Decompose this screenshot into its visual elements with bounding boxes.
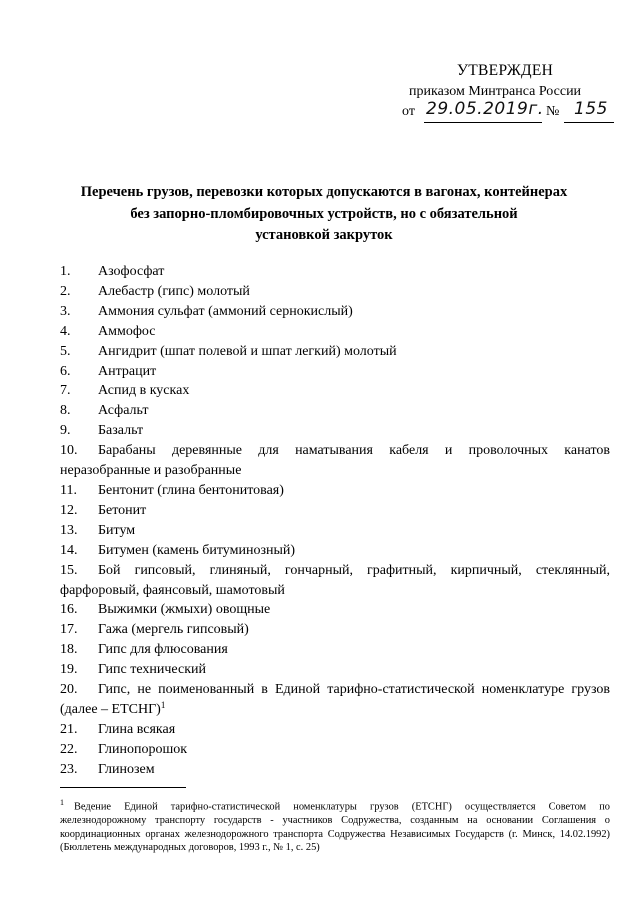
footnote-reference: 1 [160, 699, 166, 710]
item-number: 12. [60, 502, 78, 518]
list-item [60, 640, 610, 660]
document-heading [60, 182, 588, 247]
item-number: 11. [60, 482, 77, 498]
item-text: Барабаны деревянные для наматывания кабеля и проволочных канатов неразобранные и разобранные [60, 443, 610, 479]
footnote-separator [60, 787, 186, 788]
list-item [60, 282, 610, 302]
list-item [60, 720, 610, 740]
item-number: 14. [60, 542, 78, 558]
list-item [60, 342, 610, 362]
item-text: Гипс технический [98, 662, 206, 678]
item-number: 22. [60, 741, 78, 757]
list-item [60, 521, 610, 541]
footnote-mark: 1 [60, 798, 64, 807]
item-number: 15. [60, 562, 78, 578]
item-text: Битум [98, 522, 136, 538]
item-number: 6. [60, 363, 71, 379]
list-item [60, 620, 610, 640]
item-text: Антрацит [98, 363, 157, 379]
item-number: 5. [60, 343, 71, 359]
item-number: 17. [60, 622, 78, 638]
item-text: Глинозем [98, 761, 155, 777]
order-date-line [402, 99, 632, 125]
item-text: Алебастр (гипс) молотый [98, 283, 250, 299]
item-text: Битумен (камень битуминозный) [98, 542, 296, 558]
item-number: 13. [60, 522, 78, 538]
list-item [60, 660, 610, 680]
item-number: 21. [60, 721, 78, 737]
item-text: Глина всякая [98, 721, 176, 737]
footnote [60, 796, 610, 855]
item-text: Гипс, не поименованный в Единой тарифно-статистической номенклатуре грузов (далее – ЕТСНГ) [60, 682, 610, 717]
number-underline [564, 122, 614, 123]
list-item [60, 322, 610, 342]
item-text: Ангидрит (шпат полевой и шпат легкий) молотый [98, 343, 397, 359]
list-item [60, 481, 610, 501]
item-text: Бентонит (глина бентонитовая) [98, 482, 284, 498]
list-item [60, 302, 610, 322]
list-item [60, 262, 610, 282]
item-number: 8. [60, 403, 71, 419]
item-number: 3. [60, 303, 71, 319]
list-item [60, 381, 610, 401]
order-reference: приказом Минтранса России [409, 84, 582, 99]
list-item [60, 680, 610, 720]
list-item [60, 441, 610, 481]
item-text: Глинопорошок [98, 741, 188, 757]
footnote-text: Ведение Единой тарифно-статистической номенклатуры грузов (ЕТСНГ) осуществляется Советом по железнодорожному транспорту государств - участников Содружества, созданным на основании Соглашения о координационных органах железнодорожного транспорта Содружества Независимых Государств (г. Минск, 14.02.1992) (Бюллетень международных договоров, 1993 г., № 1, с. 25) [60, 801, 610, 854]
item-text: Выжимки (жмыхи) овощные [98, 602, 271, 618]
item-number: 1. [60, 264, 71, 279]
item-text: Бой гипсовый, глиняный, гончарный, графитный, кирпичный, стеклянный, фарфоровый, фаянсовый, шамотовый [60, 562, 610, 598]
item-number: 23. [60, 761, 78, 777]
item-text: Асфальт [98, 403, 149, 419]
number-prefix: № [546, 104, 560, 119]
list-item [60, 401, 610, 421]
item-text: Азофосфат [98, 264, 165, 279]
handwritten-number: 155 [574, 99, 608, 119]
item-number: 4. [60, 323, 71, 339]
date-prefix: от [402, 104, 415, 119]
handwritten-date: 29.05.2019г. [426, 99, 544, 119]
list-item [60, 501, 610, 521]
cargo-list [60, 262, 610, 780]
heading-line: установкой закруток [255, 227, 393, 243]
item-number: 9. [60, 423, 71, 439]
item-number: 2. [60, 283, 71, 299]
item-number: 20. [60, 682, 78, 698]
item-text: Аммония сульфат (аммоний сернокислый) [98, 303, 353, 319]
list-item [60, 561, 610, 601]
list-item [60, 760, 610, 780]
list-item [60, 362, 610, 382]
item-number: 19. [60, 662, 78, 678]
item-number: 16. [60, 602, 78, 618]
list-item [60, 600, 610, 620]
date-underline [424, 122, 542, 123]
approved-title: УТВЕРЖДЕН [457, 62, 554, 79]
item-text: Базальт [98, 423, 144, 439]
item-text: Бетонит [98, 502, 147, 518]
item-text: Аспид в кусках [98, 383, 190, 399]
heading-line: без запорно-пломбировочных устройств, но с обязательной [130, 205, 518, 222]
item-number: 10. [60, 443, 78, 459]
heading-line: Перечень грузов, перевозки которых допускаются в вагонах, контейнерах [80, 184, 568, 200]
item-number: 18. [60, 642, 78, 658]
list-item [60, 541, 610, 561]
item-number: 7. [60, 383, 71, 399]
item-text: Аммофос [98, 323, 156, 339]
approval-stamp [0, 0, 640, 130]
item-text: Гажа (мергель гипсовый) [98, 622, 249, 638]
list-item [60, 421, 610, 441]
list-item [60, 740, 610, 760]
item-text: Гипс для флюсования [98, 642, 228, 658]
